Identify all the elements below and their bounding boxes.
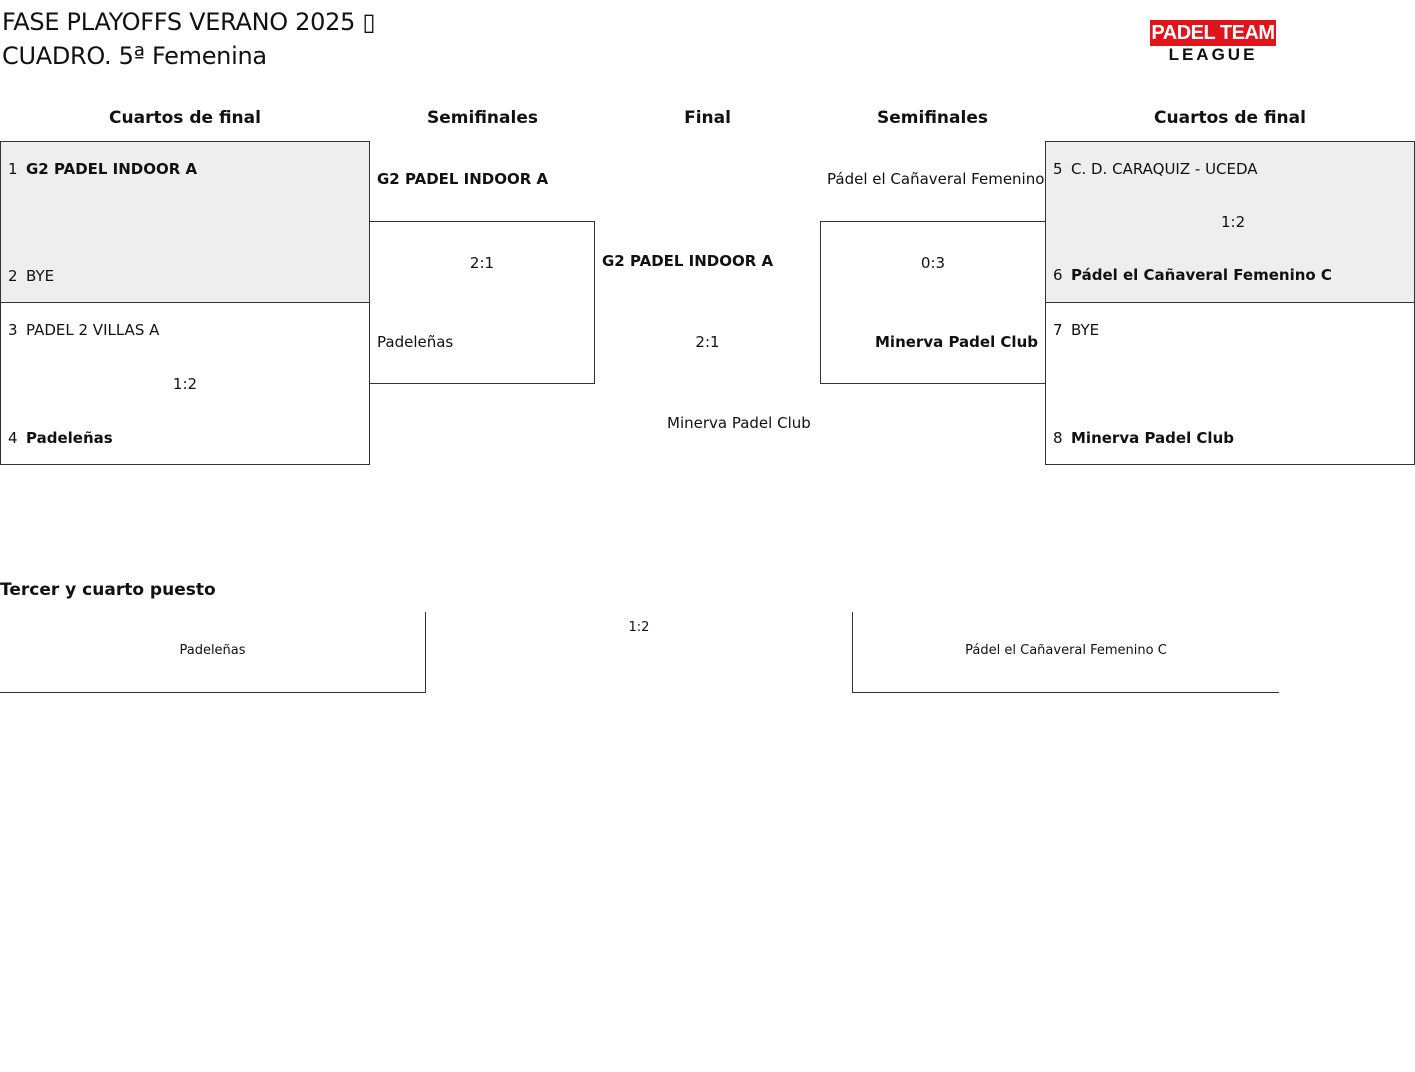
seed-number: 1 — [8, 160, 18, 178]
sf-left-match[interactable] — [369, 221, 595, 384]
team-name: Minerva Padel Club — [1071, 429, 1234, 447]
team-name: BYE — [1071, 321, 1100, 339]
seed-number: 3 — [8, 321, 18, 339]
team-name: BYE — [26, 267, 55, 285]
qf-match-2-team-b[interactable] — [8, 429, 113, 447]
final-team-a[interactable]: G2 PADEL INDOOR A — [602, 252, 774, 270]
third-place-score: 1:2 — [628, 620, 650, 635]
seed-number: 2 — [8, 267, 18, 285]
page-title: FASE PLAYOFFS VERANO 2025 ▯ — [2, 8, 376, 36]
seed-number: 8 — [1053, 429, 1063, 447]
match-score: 1:2 — [1221, 213, 1246, 231]
match-score: 1:2 — [172, 375, 198, 393]
heading-qf-right: Cuartos de final — [1154, 108, 1306, 128]
qf-right-clip — [1045, 141, 1332, 466]
third-place-team-b: Pádel el Cañaveral Femenino C — [965, 643, 1167, 658]
heading-qf-left: Cuartos de final — [109, 108, 261, 128]
seed-number: 6 — [1053, 266, 1063, 284]
logo-top-text: PADEL TEAM — [1151, 22, 1275, 44]
final-score: 2:1 — [695, 333, 720, 351]
qf-match-4[interactable] — [1045, 302, 1415, 465]
qf-match-1-team-a[interactable] — [8, 160, 197, 178]
seed-number: 5 — [1053, 160, 1063, 178]
seed-number: 4 — [8, 429, 18, 447]
third-place-team-a-cell[interactable] — [0, 612, 426, 693]
team-name: C. D. CARAQUIZ - UCEDA — [1071, 160, 1258, 178]
team-name: G2 PADEL INDOOR A — [26, 160, 198, 178]
sf-right-team-b[interactable]: Minerva Padel Club — [875, 333, 1038, 351]
qf-match-1[interactable] — [0, 141, 370, 303]
heading-qf-right-clip — [1045, 108, 1306, 132]
team-name: PADEL 2 VILLAS A — [26, 321, 160, 339]
qf-match-4-team-a[interactable] — [1053, 321, 1099, 339]
qf-match-3[interactable] — [1045, 141, 1415, 303]
sf-left-team-b[interactable]: Padeleñas — [377, 333, 454, 351]
qf-match-3-team-b[interactable] — [1053, 266, 1332, 284]
qf-match-3-team-a[interactable] — [1053, 160, 1258, 178]
third-place-title: Tercer y cuarto puesto — [0, 580, 216, 600]
team-name: Padeleñas — [26, 429, 113, 447]
sf-left-team-a[interactable]: G2 PADEL INDOOR A — [377, 170, 549, 188]
third-place-team-a: Padeleñas — [179, 643, 246, 658]
page-subtitle: CUADRO. 5ª Femenina — [2, 42, 267, 70]
padel-team-league-logo — [1150, 20, 1276, 64]
seed-number: 7 — [1053, 321, 1063, 339]
qf-match-2[interactable] — [0, 302, 370, 465]
qf-match-1-team-b[interactable] — [8, 267, 54, 285]
sf-right-team-a[interactable]: Pádel el Cañaveral Femenino — [827, 170, 1045, 188]
sf-right-match[interactable] — [820, 221, 1046, 384]
heading-sf-right: Semifinales — [877, 108, 988, 128]
heading-sf-left: Semifinales — [427, 108, 538, 128]
match-score: 0:3 — [920, 254, 946, 272]
final-team-b[interactable]: Minerva Padel Club — [667, 414, 811, 432]
qf-match-2-team-a[interactable] — [8, 321, 159, 339]
team-name: Pádel el Cañaveral Femenino C — [1071, 266, 1332, 284]
heading-final: Final — [684, 108, 731, 128]
logo-bottom-text: LEAGUE — [1168, 45, 1258, 64]
match-score: 2:1 — [469, 254, 495, 272]
qf-match-4-team-b[interactable] — [1053, 429, 1234, 447]
third-place-team-b-cell[interactable] — [852, 612, 1279, 693]
